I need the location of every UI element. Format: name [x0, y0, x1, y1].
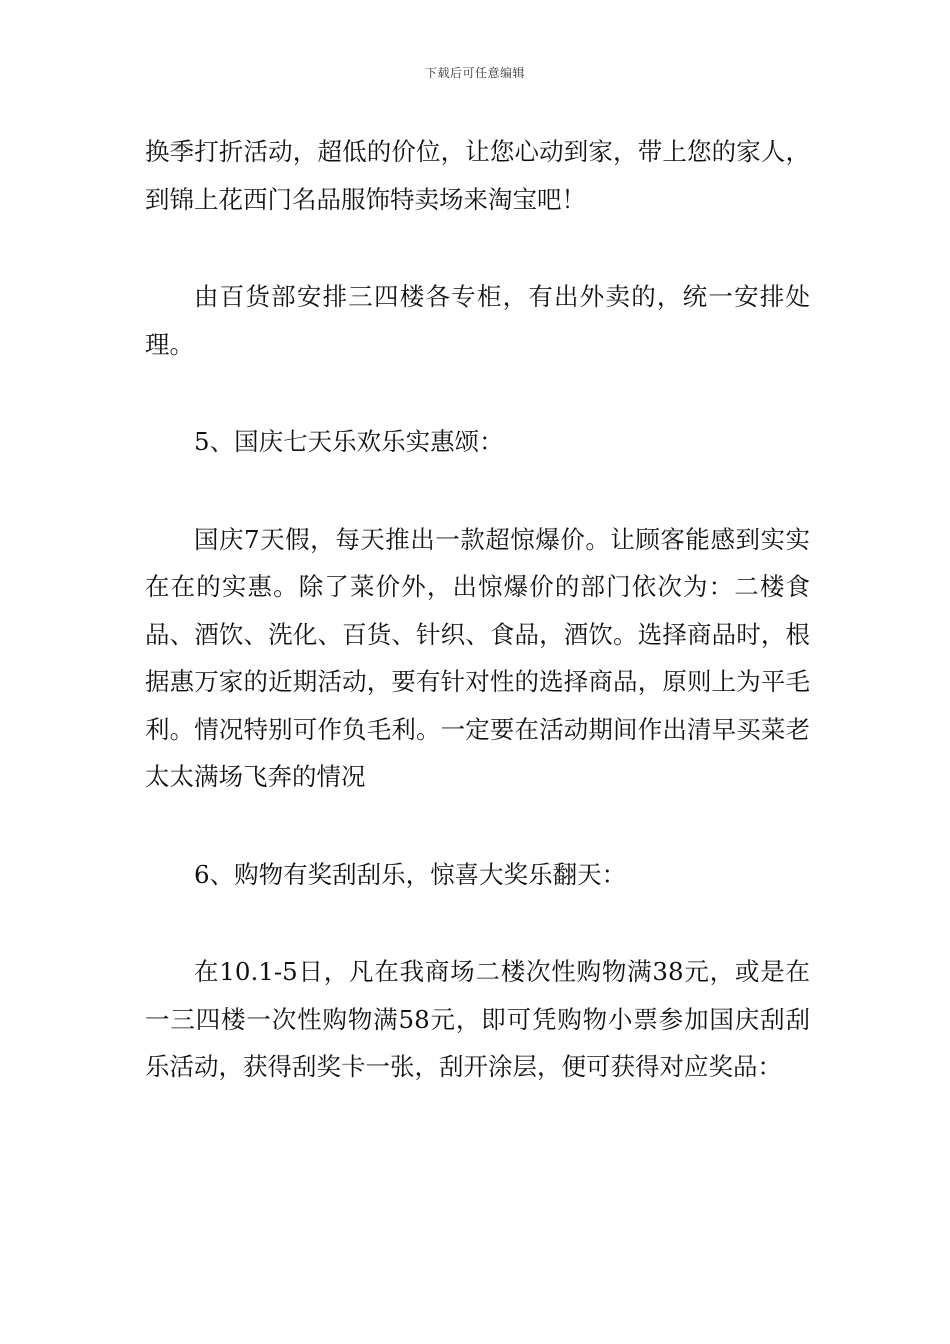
paragraph-clearance-sale: 换季打折活动，超低的价位，让您心动到家，带上您的家人，到锦上花西门名品服饰特卖场来淘宝吧！	[145, 137, 810, 214]
section-heading-5: 5、国庆七天乐欢乐实惠颂：	[194, 427, 504, 456]
page-header-note: 下载后可任意编辑	[424, 66, 525, 80]
paragraph-gap	[145, 801, 810, 851]
paragraph-national-day-deals: 国庆7天假，每天推出一款超惊爆价。让顾客能感到实实在在的实惠。除了菜价外，出惊爆价的部门依次为：二楼食品、酒饮、洗化、百货、针织、食品，酒饮。选择商品时，根据惠万家的近期活动，要有针对性的选择商品，原则上为平毛利。情况特别可作负毛利。一定要在活动期间作出清早买菜老太太满场飞奔的情况	[145, 524, 810, 791]
paragraph-gap	[145, 898, 810, 948]
paragraph-gap	[145, 223, 810, 273]
section-heading-6: 6、购物有奖刮刮乐，惊喜大奖乐翻天：	[194, 859, 627, 889]
paragraph-department-arrangement: 由百货部安排三四楼各专柜，有出外卖的，统一安排处理。	[145, 282, 810, 359]
paragraph-gap	[145, 466, 810, 516]
paragraph-scratch-card: 在10.1-5日，凡在我商场二楼次性购物满38元，或是在一三四楼一次性购物满58元，即可凭购物小票参加国庆刮刮乐活动，获得刮奖卡一张，刮开涂层，便可获得对应奖品：	[145, 957, 810, 1081]
document-body	[145, 128, 810, 1091]
paragraph-gap	[145, 368, 810, 418]
